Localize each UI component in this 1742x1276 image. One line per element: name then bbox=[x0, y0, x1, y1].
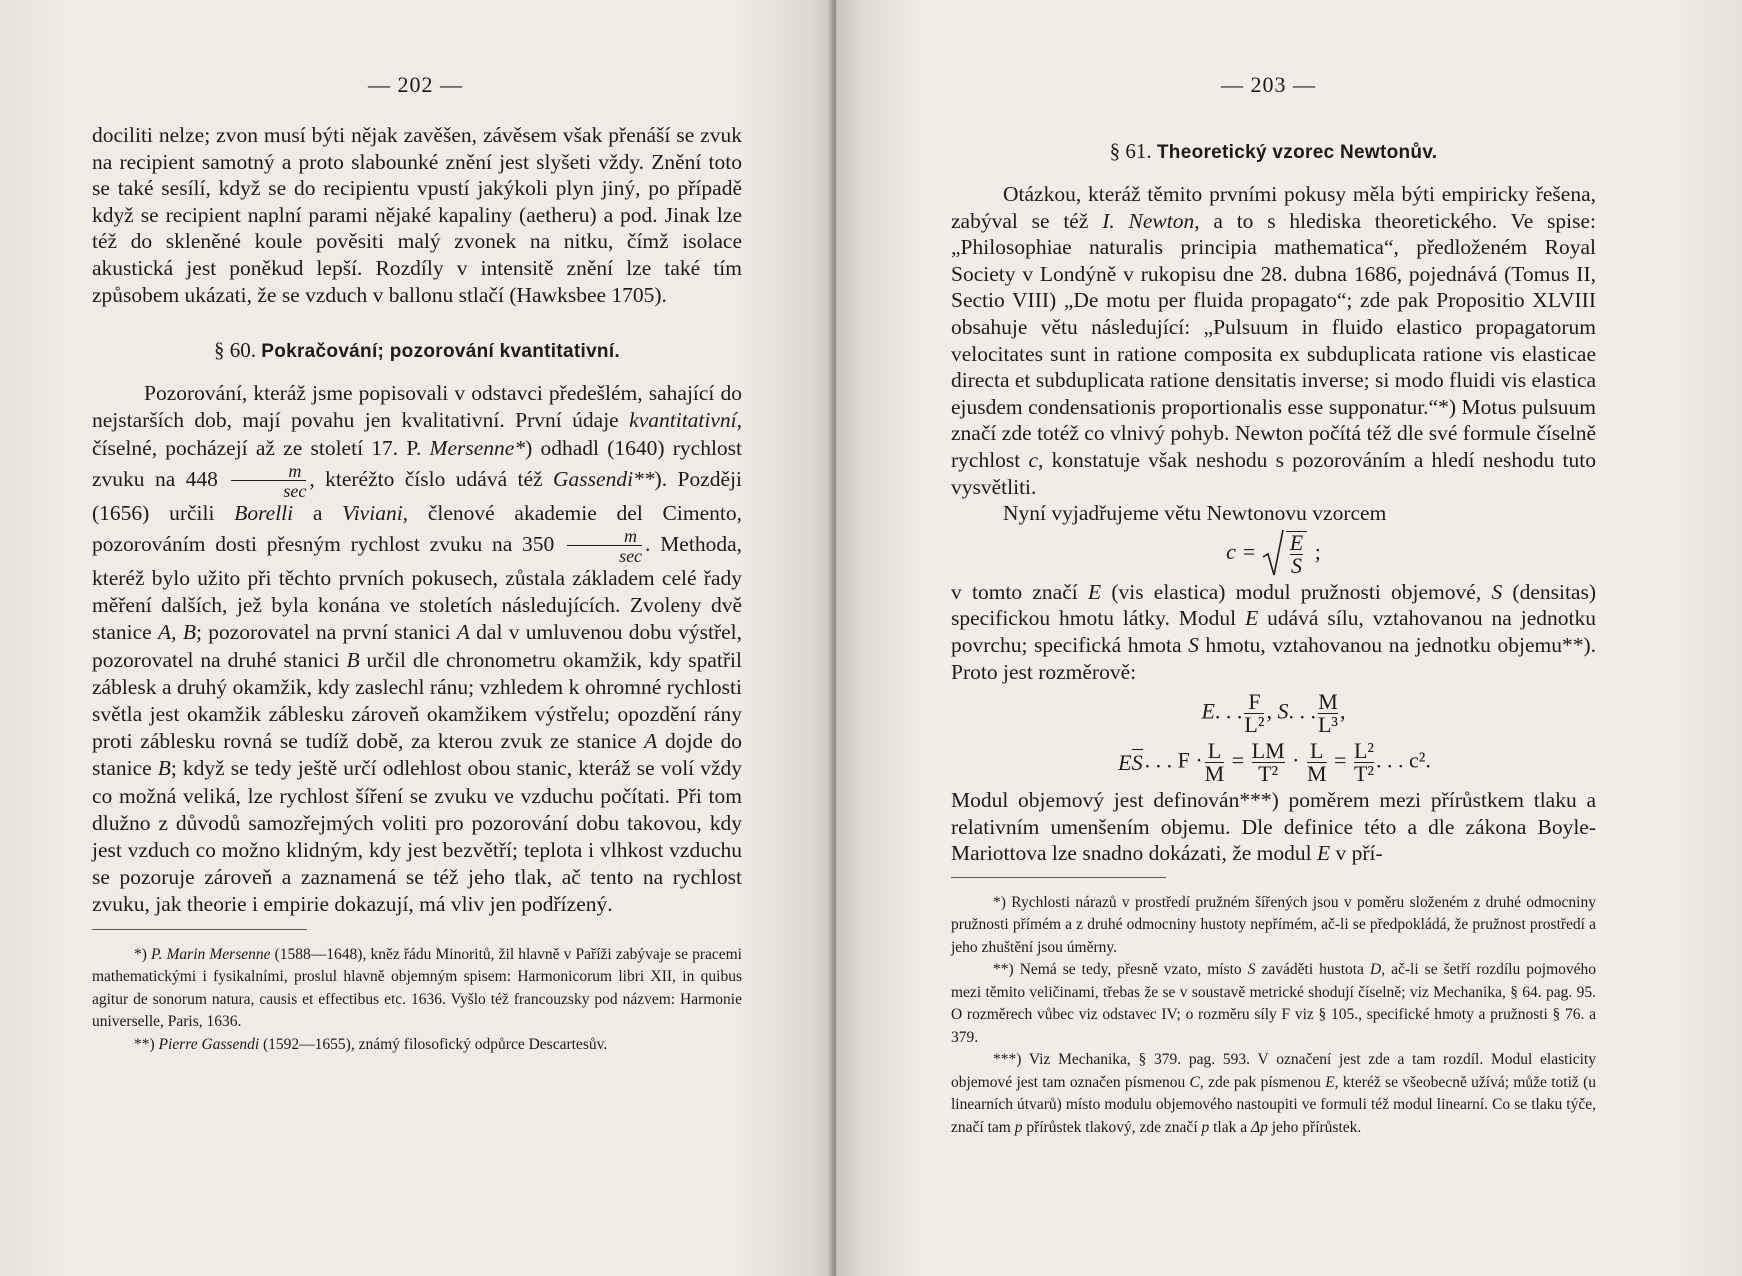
section-number: § 61. bbox=[1109, 139, 1152, 163]
page-number: — 202 — bbox=[368, 72, 463, 97]
formula-newton: c = $\frac{E}{S}$ ; bbox=[1226, 529, 1321, 578]
footnote: ***) Viz Mechanika, § 379. pag. 593. V označení jest zde a tam rozdíl. Modul elasticity objemové jest tam označen písmenou C, zde pak písmenou E, kteréž se všeobecně užívá; může totiž (u linearních útvarů) místo modulu objemového nastoupiti ve formuli též modul linearní. Co se tlaku týče, značí tam p přírůstek tlakový, zde značí p tlak a Δp jeho přírůstek. bbox=[951, 1051, 1596, 1136]
paragraph: dociliti nelze; zvon musí býti nějak zavěšen, závěsem však přenáší se zvuk na recipient samotný a proto slabounké znění jest slyšeti vždy. Znění toto se také sesílí, když se do recipientu vpustí jakýkoli plyn jiný, po případě když se recipient naplní parami nějaké kapaliny (aetheru) a pod. Jinak lze též do skleněné koule pověsiti malý zvonek na nitku, čímž isolace akustická jest poněkud lepší. Rozdíly v intensitě znění lze také tím způsobem ukázati, že se vzduch v ballonu stlačí (Hawksbee 1705). bbox=[92, 123, 742, 307]
section-number: § 60. bbox=[213, 338, 256, 363]
footnote: *) Rychlosti nárazů v prostředí pružném šířených jsou v poměru složeném z druhé odmocniny pružnosti přímém a z druhé odmocniny hustoty nepřímém, ač-li se předpokládá, že pružnost prostředí a jeho zhuštění jsou úměrny. bbox=[951, 893, 1596, 956]
paragraph: Pozorování, kteráž jsme popisovali v odstavci předešlém, sahající do nejstarších dob, mají povahu jen kvalitativní. První údaje kvantitativní, číselné, pocházejí až ze století 17. P. Mersenne*) odhadl (1640) rychlost zvuku na 448 $\frac{m}{\sec}$ , kteréžto číslo udává též Gassendi**). Později (1656) určili Borelli a Viviani, členové akademie del Cimento, pozorováním dosti přesným rychlost zvuku na 350 $\frac{m}{\sec}$ . Methoda, kteréž bylo užito při těchto prvních pokusech, zůstala základem celé řady měření dalších, jež byla konána ve stoletích následujících. Zvoleny dvě stanice A, B; pozorovatel na první stanici A dal v umluvenou dobu výstřel, pozorovatel na druhé stanici B určil dle chronometru okamžik, kdy spatřil záblesk a druhý okamžik, kdy zaslechl ránu; vzhledem k ohromné rychlosti světla jest okamžik záblesku zároveň okamžikem výstřelu; opozdění rány proti záblesku rovná se tudíž době, za kterou zvuk ze stanice A dojde do stanice B; když se tedy ještě určí odlehlost obou stanic, kteráž se volí vždy co možná veliká, lze rychlost šíření se zvuku ve vzduchu počítati. Při tom dlužno z důvodů samozřejmých voliti pro pozorování dobu takovou, kdy jest vzduch co možno klidným, kdy jest bezvětří; teplota i vlhkost vzduchu se pozoruje zároveň a zaznamená se též jeho tlak, ač tento na rychlost zvuku, jak theorie i empirie dokazují, má vliv jen podřízený. bbox=[92, 381, 743, 917]
left-page bbox=[0, 0, 836, 1276]
paragraph: Otázkou, kteráž těmito prvními pokusy měla býti empiricky řešena, zabýval se též I. Newton, a to s hlediska theoretického. Ve spise: „Philosophiae naturalis principia mathematica“, předloženém Royal Society v Londýně v rukopisu dne 28. dubna 1686, pojednává (Tomus II, Sectio VIII) „De motu per fluida propagato“; zde pak Propositio XLVIII obsahuje větu následující: „Pulsuum in fluido elastico propagatorum velocitates sunt in ratione composita ex subduplicata ratione vis elasticae directa et subduplicata ratione densitatis inverse; si modo fluidi vis elastica ejusdem condensationis proportionalis esse supponatur.“*) Motus pulsuum značí zde totéž co vlnivý pohyb. Newton počítá též dle své formule číselně rychlost c, konstatuje však neshodu s pozorováním a hledí neshodu tuto vysvětliti. bbox=[951, 182, 1596, 499]
footnote: *) P. Marin Mersenne (1588—1648), kněz řádu Minoritů, žil hlavně v Paříži zabývaje se pracemi mathematickými i fysikalními, proslul hlavně objemným spisem: Harmonicorum libri XII, in quibus agitur de sonorum natura, causis et effectibus etc. 1636. Vyšlo též francouzsky pod názvem: Harmonie universelle, Paris, 1636. bbox=[92, 945, 742, 1031]
paragraph: Nyní vyjadřujeme větu Newtonovu vzorcem bbox=[1003, 501, 1387, 526]
fraction-m-sec: $\frac{m}{\sec}$ bbox=[567, 527, 642, 565]
right-page bbox=[836, 0, 1742, 1276]
footnote-divider bbox=[92, 929, 307, 930]
page-number: — 203 — bbox=[1221, 72, 1316, 97]
section-heading bbox=[951, 137, 1596, 167]
footnote-divider bbox=[951, 877, 1166, 878]
left-text-column bbox=[92, 122, 742, 1056]
formula-dimensions-1: E. . . $\frac{F}{\text{L²}}$ , S. . . $\frac{M}{\text{L³}}$ , bbox=[1201, 689, 1346, 738]
footnote: **) Pierre Gassendi (1592—1655), známý filosofický odpůrce Descartesův. bbox=[134, 1035, 608, 1053]
fraction-m-sec: $\frac{m}{\sec}$ bbox=[231, 462, 306, 500]
section-heading bbox=[92, 336, 742, 366]
footnote: **) Nemá se tedy, přesně vzato, místo S zaváděti hustota D, ač-li se šetří rozdílu pojmového mezi těmito veličinami, třebas že se v soustavě metrické shodují číselně; viz Mechanika, § 64. pag. 95. O rozměrech vůbec viz odstavec IV; o rozměru síly F viz § 105., specifické hmoty a pružnosti § 76. a 379. bbox=[951, 961, 1597, 1046]
section-title: Pokračování; pozorování kvantitativní. bbox=[261, 341, 620, 363]
section-title: Theoretický vzorec Newtonův. bbox=[1156, 142, 1438, 163]
paragraph: Modul objemový jest definován***) poměrem mezi přírůstkem tlaku a relativním umenšením objemu. Dle definice této a dle zákona Boyle-Mariottova lze snadno dokázati, že modul E v pří- bbox=[951, 788, 1596, 866]
right-text-column bbox=[951, 137, 1596, 1139]
formula-dimensions-2: ES. . . F · $\frac{L}{M}$ = $\frac{LM}{\text{T²}}$ · $\frac{L}{M}$ = $\frac{\text{L²}}{\text{T²}}$ . . . c². bbox=[1118, 738, 1431, 787]
square-root: $\frac{E}{S}$ bbox=[1262, 531, 1309, 577]
paragraph: v tomto značí E (vis elastica) modul pružnosti objemové, S (densitas) specifickou hmotu látky. Modul E udává sílu, vztahovanou na jednotku povrchu; specifická hmota S hmotu, vztahovanou na jednotku objemu**). Proto jest rozměrově: bbox=[951, 579, 1596, 684]
